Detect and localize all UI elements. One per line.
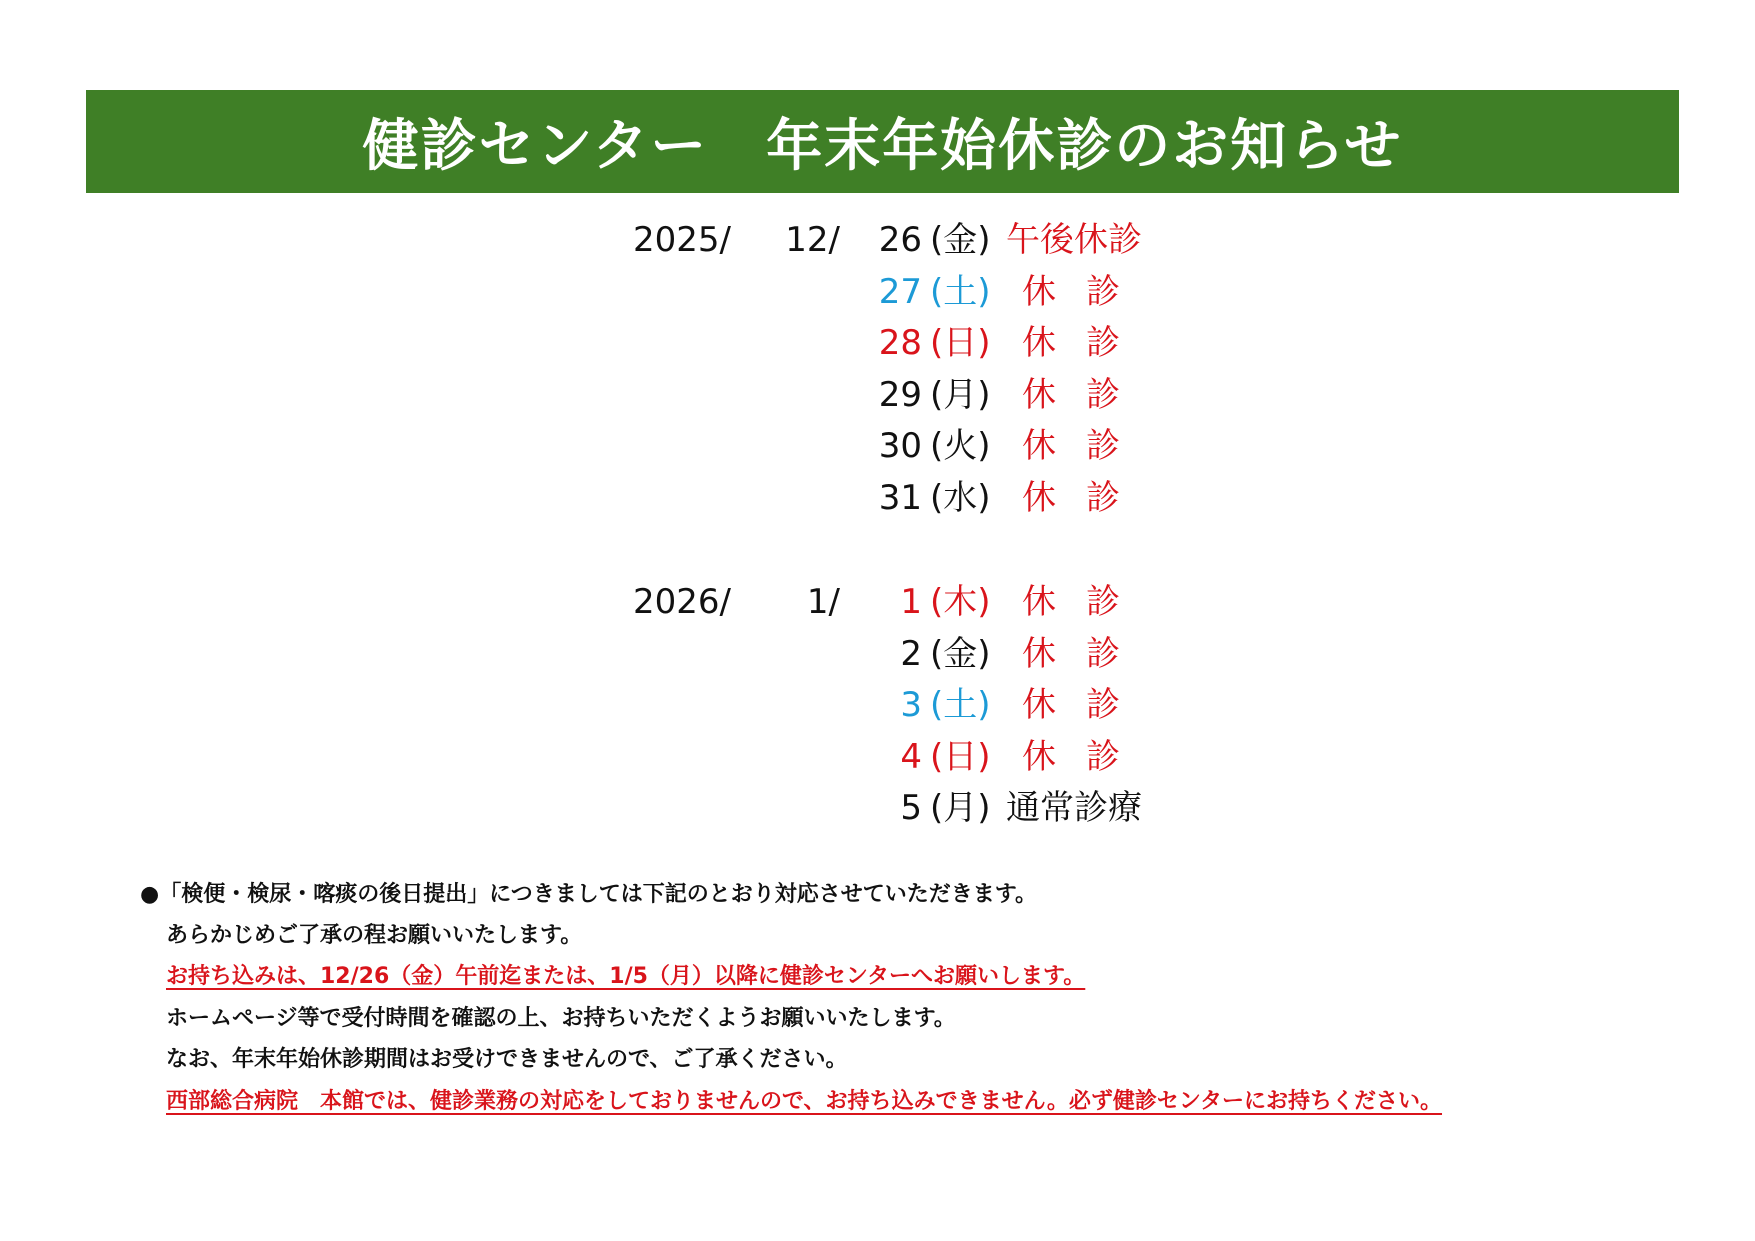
- schedule-day: 4: [900, 737, 922, 777]
- schedule-day: 5: [900, 788, 922, 828]
- schedule-weekday: (土): [930, 685, 991, 725]
- schedule-weekday: (木): [930, 582, 991, 622]
- schedule-day: 2: [900, 634, 922, 674]
- schedule-weekday: (金): [930, 634, 991, 674]
- schedule-day: 27: [878, 272, 922, 312]
- schedule-month: 12/: [785, 220, 840, 260]
- schedule-status: 休診: [1022, 478, 1150, 518]
- page-title: 健診センター 年末年始休診のお知らせ: [362, 113, 1403, 179]
- schedule-day: 30: [878, 426, 922, 466]
- schedule-row: [0, 317, 1755, 369]
- schedule-day: 1: [900, 582, 922, 622]
- schedule-weekday: (火): [930, 426, 991, 466]
- schedule-day: 26: [878, 220, 922, 260]
- schedule-row: [0, 576, 1755, 628]
- note-line: あらかじめご了承の程お願いいたします。: [166, 923, 583, 948]
- schedule-day: 29: [878, 375, 922, 415]
- schedule-status: 休診: [1022, 323, 1150, 363]
- schedule-status: 休診: [1022, 685, 1150, 725]
- schedule-day: 28: [878, 323, 922, 363]
- schedule-row: [0, 472, 1755, 524]
- note-line: なお、年末年始休診期間はお受けできませんので、ご了承ください。: [166, 1047, 848, 1072]
- schedule-row: [0, 782, 1755, 834]
- schedule-year: 2025/: [633, 220, 731, 260]
- schedule-status: 休診: [1022, 582, 1150, 622]
- schedule-row: [0, 214, 1755, 266]
- schedule-weekday: (月): [930, 788, 991, 828]
- schedule-weekday: (日): [930, 737, 991, 777]
- schedule-year: 2026/: [633, 582, 731, 622]
- schedule-status: 休診: [1022, 426, 1150, 466]
- schedule-status: 休診: [1022, 375, 1150, 415]
- schedule-row: [0, 679, 1755, 731]
- schedule-status: 休診: [1022, 737, 1150, 777]
- schedule-day: 31: [878, 478, 922, 518]
- schedule-weekday: (月): [930, 375, 991, 415]
- schedule-row: [0, 369, 1755, 421]
- schedule-row: [0, 266, 1755, 318]
- schedule-row: [0, 628, 1755, 680]
- schedule-row: [0, 420, 1755, 472]
- schedule-status: 通常診療: [1006, 788, 1142, 828]
- schedule-status: 休診: [1022, 634, 1150, 674]
- note-line: お持ち込みは、12/26（金）午前迄または、1/5（月）以降に健診センターへお願いします。: [166, 964, 1086, 989]
- schedule-status: 休診: [1022, 272, 1150, 312]
- schedule-month: 1/: [806, 582, 840, 622]
- schedule-weekday: (日): [930, 323, 991, 363]
- schedule-weekday: (金): [930, 220, 991, 260]
- schedule-weekday: (土): [930, 272, 991, 312]
- schedule-day: 3: [900, 685, 922, 725]
- note-line: ホームページ等で受付時間を確認の上、お持ちいただくようお願いいたします。: [166, 1006, 956, 1031]
- schedule-weekday: (水): [930, 478, 991, 518]
- note-line: ●「検便・検尿・喀痰の後日提出」につきましては下記のとおり対応させていただきます。: [140, 882, 1037, 907]
- note-line: 西部総合病院 本館では、健診業務の対応をしておりませんので、お持ち込みできません。必ず健診センターにお持ちください。: [166, 1089, 1443, 1114]
- schedule-row: [0, 731, 1755, 783]
- schedule-status: 午後休診: [1006, 220, 1142, 260]
